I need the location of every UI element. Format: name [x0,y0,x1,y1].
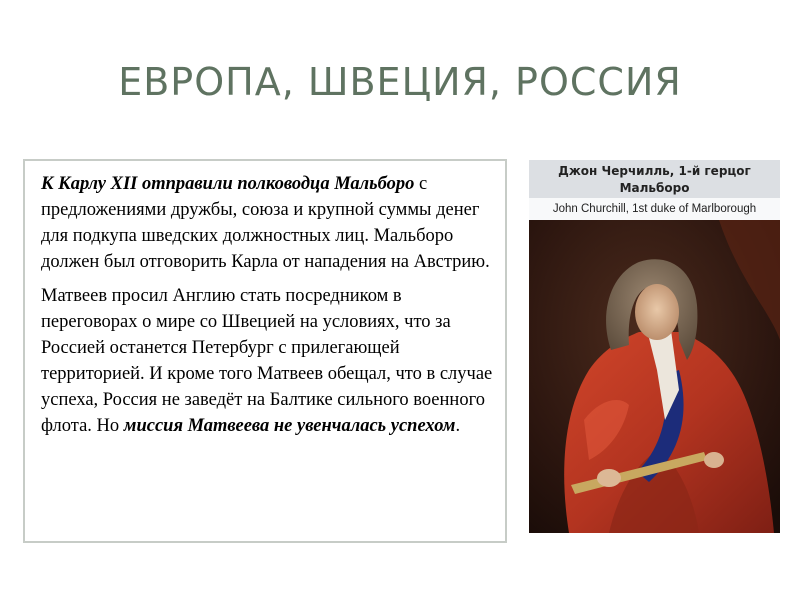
infobox-title-line2: Мальборо [619,181,690,195]
marlborough-portrait [529,220,780,533]
paragraph-marlborough-text: с предложениями дружбы, союза и крупной суммы денег для подкупа шведских должностных лиц. Мальборо должен был отговорить Карла от нападения на Австрию. [41,174,490,272]
infobox-title-line1: Джон Черчилль, 1-й герцог [558,164,751,178]
paragraph-marlborough-emphasis: К Карлу XII отправили полководца Мальборо [41,174,415,194]
portrait-hand [597,469,621,487]
paragraph-matveev [41,283,495,439]
infobox-subtitle: John Churchill, 1st duke of Marlborough [529,198,780,220]
paragraph-matveev-text: Матвеев просил Англию стать посредником в переговорах о мире со Швецией на условиях, что за Россией останется Петербург с прилегающей территорией. И кроме того Матвеев обещал, что в случае успеха, Россия не заведёт на Балтике сильного военного флота. Но [41,286,493,436]
paragraph-matveev-emphasis: миссия Матвеева не увенчалась успехом [123,416,456,436]
portrait-face [635,284,679,340]
paragraph-marlborough [41,171,495,275]
text-box [23,159,507,543]
paragraph-matveev-end: . [455,416,461,436]
portrait-infobox [529,160,780,533]
slide-title: ЕВРОПА, ШВЕЦИЯ, РОССИЯ [118,60,682,104]
infobox-title [529,160,780,198]
portrait-hand-right [704,452,724,468]
